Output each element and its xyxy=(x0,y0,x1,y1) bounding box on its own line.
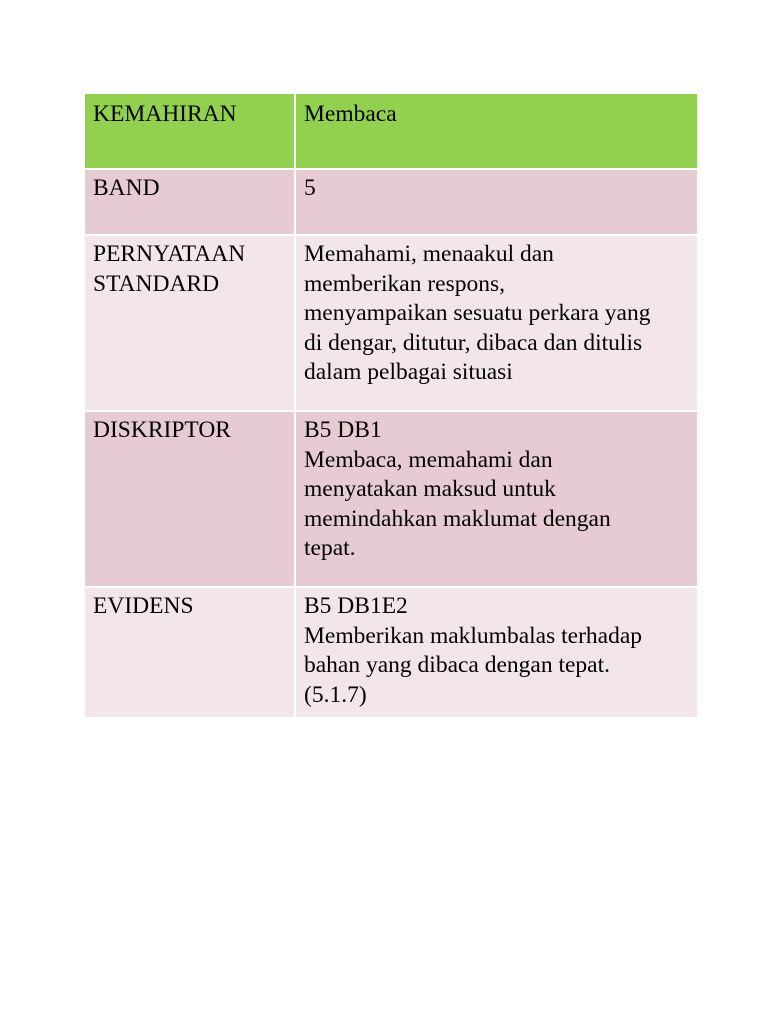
value-cell xyxy=(295,235,697,411)
band-descriptor-table xyxy=(85,94,697,717)
table-row-band xyxy=(85,169,697,235)
label-cell xyxy=(85,411,295,587)
row-value: B5 DB1 Membaca, memahami dan menyatakan maksud untuk memindahkan maklumat dengan tepat. xyxy=(304,417,611,562)
label-cell xyxy=(85,94,295,169)
table-row-pernyataan-standard xyxy=(85,235,697,411)
label-cell xyxy=(85,587,295,717)
value-cell xyxy=(295,587,697,717)
value-cell xyxy=(295,411,697,587)
table-row-evidens xyxy=(85,587,697,717)
value-cell xyxy=(295,169,697,235)
row-label: PERNYATAAN STANDARD xyxy=(93,241,246,297)
row-label: DISKRIPTOR xyxy=(93,417,231,443)
label-cell xyxy=(85,235,295,411)
row-label: BAND xyxy=(93,175,160,201)
row-label: KEMAHIRAN xyxy=(93,101,237,127)
row-value: Memahami, menaakul dan memberikan respons, menyampaikan sesuatu perkara yang di dengar, ditutur, dibaca dan ditulis dalam pelbagai situasi xyxy=(304,241,651,386)
label-cell xyxy=(85,169,295,235)
row-label: EVIDENS xyxy=(93,593,194,619)
table-row-diskriptor xyxy=(85,411,697,587)
row-value: 5 xyxy=(304,175,316,201)
value-cell xyxy=(295,94,697,169)
row-value: Membaca xyxy=(304,101,397,127)
row-value: B5 DB1E2 Memberikan maklumbalas terhadap bahan yang dibaca dengan tepat. (5.1.7) xyxy=(304,593,643,708)
table-row-kemahiran xyxy=(85,94,697,169)
